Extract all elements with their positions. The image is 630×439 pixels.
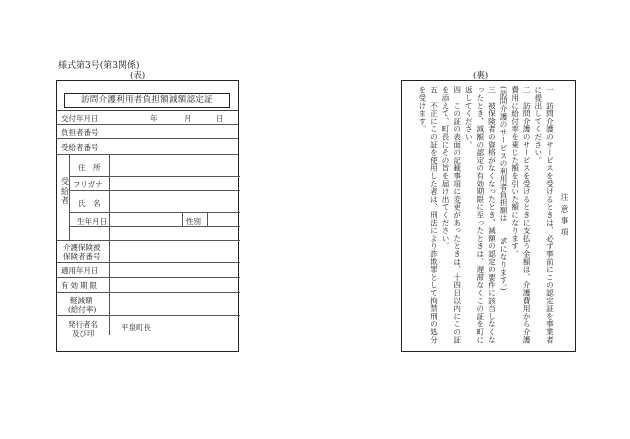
payer-number-row — [57, 125, 238, 139]
notes-heading: 注意事項 — [560, 192, 569, 240]
divider — [69, 226, 240, 227]
insured-number-label-1: 介護保険被 — [63, 243, 101, 252]
divider — [57, 292, 240, 293]
birth-date-label: 生年月日 — [77, 217, 107, 226]
divider — [57, 277, 240, 278]
form-number: 様式第3号(第3関係) — [58, 61, 140, 71]
name-label: 氏 名 — [78, 199, 101, 208]
divider — [69, 212, 240, 213]
title-area — [57, 81, 238, 111]
insured-number-label-2: 保険者番号 — [63, 252, 101, 261]
divider — [57, 262, 240, 263]
divider — [109, 240, 110, 335]
applicable-date-label: 適用年月日 — [61, 266, 99, 275]
divider — [57, 240, 240, 241]
furigana-label: フリガナ — [73, 180, 103, 189]
divider — [207, 212, 208, 226]
divider — [57, 315, 240, 316]
divider — [182, 212, 183, 226]
front-side-label: (表) — [130, 71, 146, 81]
month-label: 月 — [184, 114, 192, 123]
day-label: 日 — [216, 114, 224, 123]
note-item-2: 二 訪問介護のサービスを受けるときに支払う金額は、介護費用から介護費用に給付率を乗じた額を引いた額になります。 — [510, 86, 532, 344]
recipient-number-row — [57, 139, 238, 155]
notes-text — [416, 86, 570, 346]
divider — [69, 176, 240, 177]
note-item-2-sub: (訪問介護のサービスの利用者負担額は %になります。) — [499, 86, 509, 291]
address-label: 住 所 — [78, 163, 101, 172]
certificate-front — [56, 80, 239, 352]
certificate-title: 訪問介護利用者負担額減額認定証 — [64, 93, 230, 108]
certificate-back — [401, 80, 576, 352]
divider — [109, 155, 110, 240]
note-item-1: 一 訪問介護のサービスを受けるときは、必ず事前にこの認定証を事業者に提出してください。 — [533, 86, 555, 344]
recipient-number-label: 受給者番号 — [61, 143, 99, 152]
divider — [69, 190, 240, 191]
issuer-label-2: 及び印 — [72, 329, 95, 338]
payer-number-label: 負担者番号 — [61, 128, 99, 137]
issue-date-row — [57, 111, 238, 125]
gender-label: 性別 — [186, 217, 201, 226]
reduction-rate-label-1: 軽減額 — [70, 296, 93, 305]
divider — [69, 155, 70, 240]
year-label: 年 — [150, 114, 158, 123]
note-item-5: 五 不正にこの証を使用した者は、刑法により詐欺罪として拘禁刑の処分を受けます。 — [417, 86, 439, 344]
recipient-group-label: 受給者 — [61, 177, 69, 205]
valid-period-label: 有効期限 — [61, 281, 99, 290]
note-item-4: 四 この証の表面の記載事項に変更があったときは、十四日以内にこの証を添えて、町長にその旨を届け出てください。 — [441, 86, 462, 344]
note-item-3: 三 被保険者の資格がなくなったとき、減額の認定の要件に該当しなくなったとき、減額の認定の有効期限に至ったときは、遅滞なくこの証を町に返してください。 — [464, 86, 497, 344]
reduction-rate-label-2: (給付率) — [68, 305, 97, 314]
issuer-label-1: 発行者名 — [68, 320, 98, 329]
back-side-label: (裏) — [473, 71, 489, 81]
issuer-value: 平泉町長 — [121, 323, 151, 332]
issue-date-label: 交付年月日 — [61, 114, 99, 123]
